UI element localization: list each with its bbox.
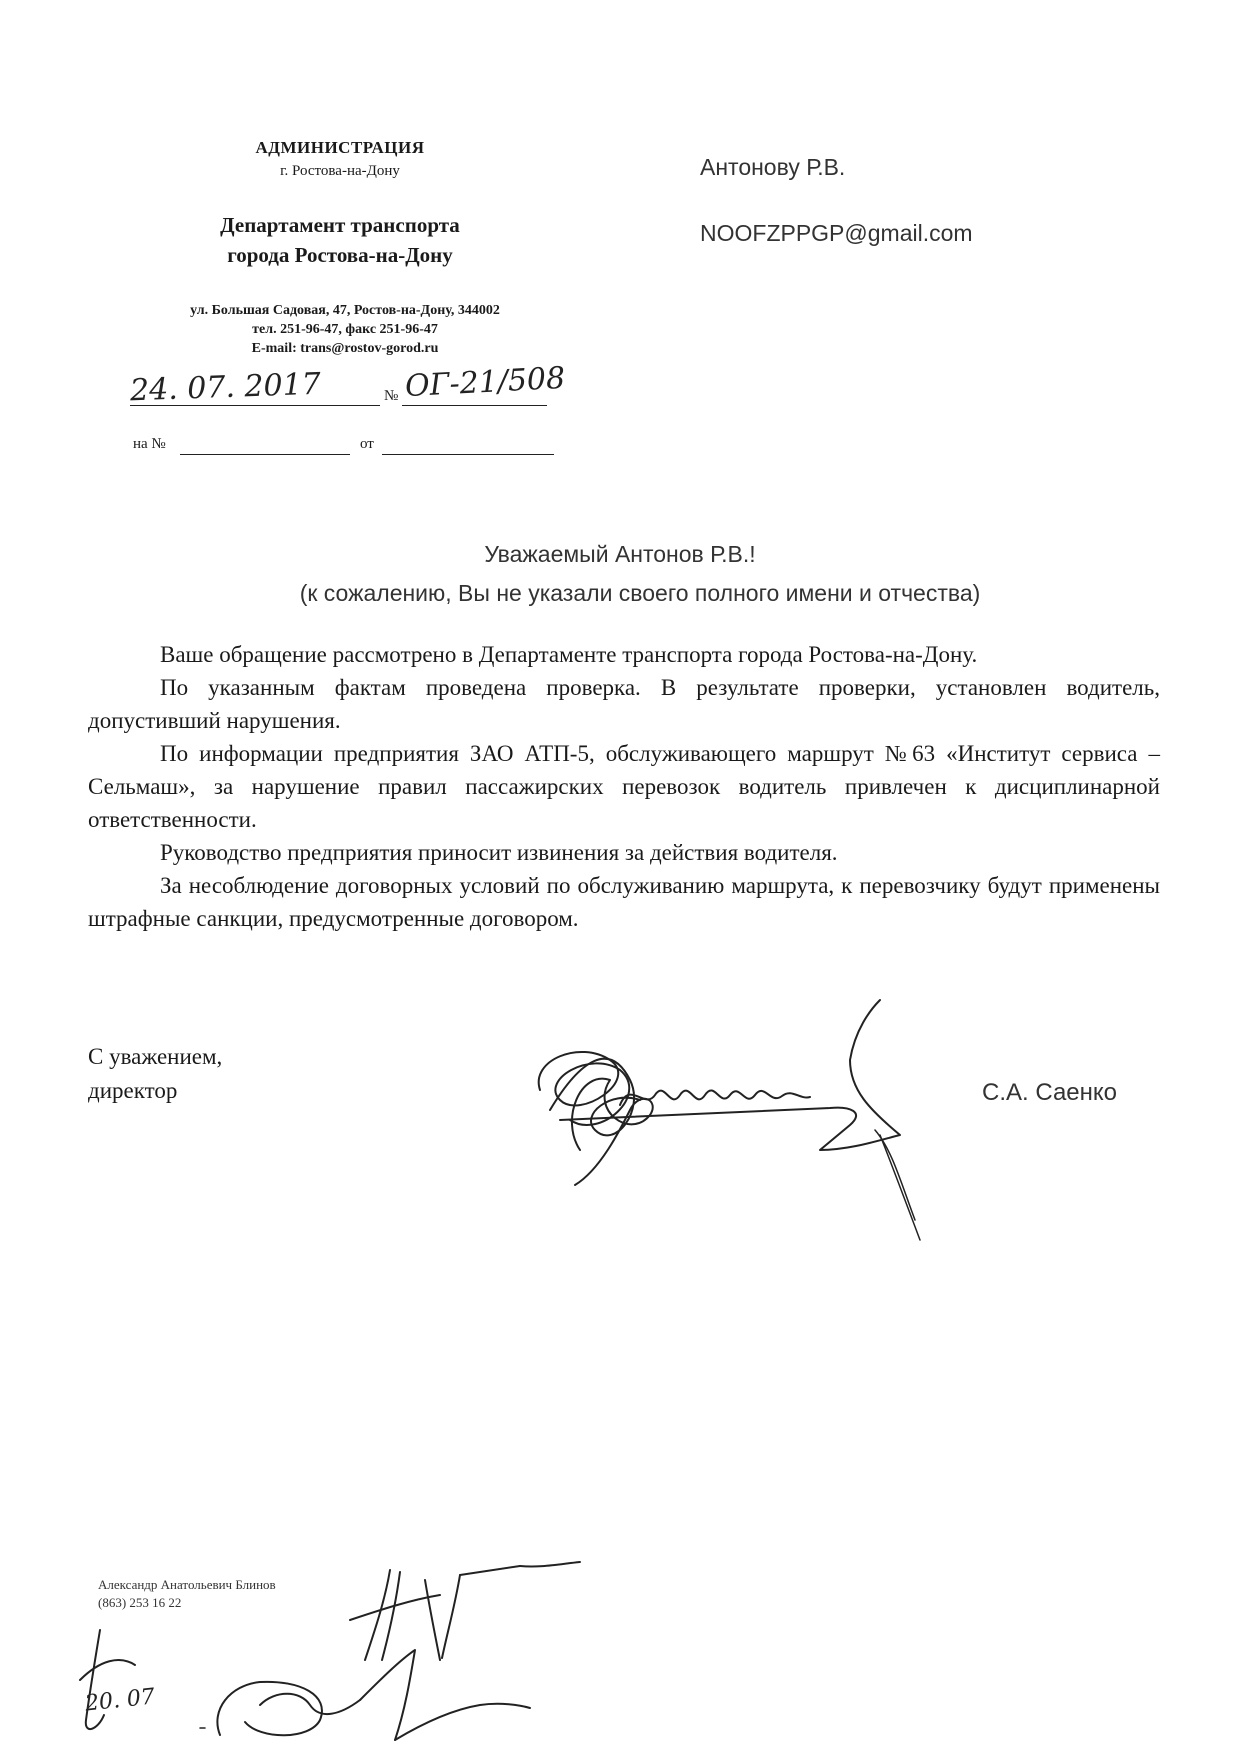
addressee-email: NOOFZPPGP@gmail.com xyxy=(700,220,973,246)
handwritten-date-note: 20. 07 xyxy=(83,1684,157,1717)
closing-regards: С уважением, xyxy=(88,1044,223,1069)
registration-number-line xyxy=(402,405,547,406)
body-paragraph: По указанным фактам проведена проверка. В результате проверки, установлен водитель, допустивший нарушения. xyxy=(88,675,1160,733)
letter-body xyxy=(88,638,1160,935)
body-paragraph: По информации предприятия ЗАО АТП-5, обслуживающего маршрут №63 «Институт сервиса – Сельмаш», за нарушение правил пассажирских перевозок водитель привлечен к дисциплинарной ответственности. xyxy=(88,741,1160,832)
reference-number-label: на № xyxy=(133,436,166,452)
registration-number-sign: № xyxy=(384,388,399,404)
letterhead-department-line1: Департамент транспорта xyxy=(220,213,460,237)
letterhead-address: ул. Большая Садовая, 47, Ростов-на-Дону, 344002 xyxy=(190,303,500,318)
registration-date: 24. 07. 2017 xyxy=(129,366,322,409)
letterhead-phone-fax: тел. 251-96-47, факс 251-96-47 xyxy=(252,322,438,337)
closing-position: директор xyxy=(88,1078,178,1103)
addressee-name: Антонову Р.В. xyxy=(700,154,846,180)
body-paragraph: За несоблюдение договорных условий по обслуживанию маршрута, к перевозчику будут применены штрафные санкции, предусмотренные договором. xyxy=(88,873,1160,931)
salutation-greeting: Уважаемый Антонов Р.В.! xyxy=(484,541,756,567)
director-signature-icon xyxy=(520,1000,980,1240)
registration-number: ОГ-21/508 xyxy=(404,360,566,405)
executor-name: Александр Анатольевич Блинов xyxy=(98,1577,276,1592)
handwritten-mark-icon xyxy=(60,1610,540,1750)
reference-date-line xyxy=(382,454,554,455)
letterhead-department-line2: города Ростова-на-Дону xyxy=(227,243,453,267)
letterhead-email: E-mail: trans@rostov-gorod.ru xyxy=(251,341,439,356)
reference-date-label: от xyxy=(360,436,374,452)
salutation-note: (к сожалению, Вы не указали своего полного имени и отчества) xyxy=(299,580,981,606)
body-paragraph: Руководство предприятия приносит извинения за действия водителя. xyxy=(160,840,838,865)
signer-name: С.А. Саенко xyxy=(982,1079,1118,1106)
body-paragraph: Ваше обращение рассмотрено в Департаменте транспорта города Ростова-на-Дону. xyxy=(160,642,978,667)
reference-number-line xyxy=(180,454,350,455)
letterhead-city: г. Ростова-на-Дону xyxy=(280,163,400,179)
executor-phone: (863) 253 16 22 xyxy=(98,1595,182,1610)
letterhead-administration: АДМИНИСТРАЦИЯ xyxy=(255,138,425,157)
